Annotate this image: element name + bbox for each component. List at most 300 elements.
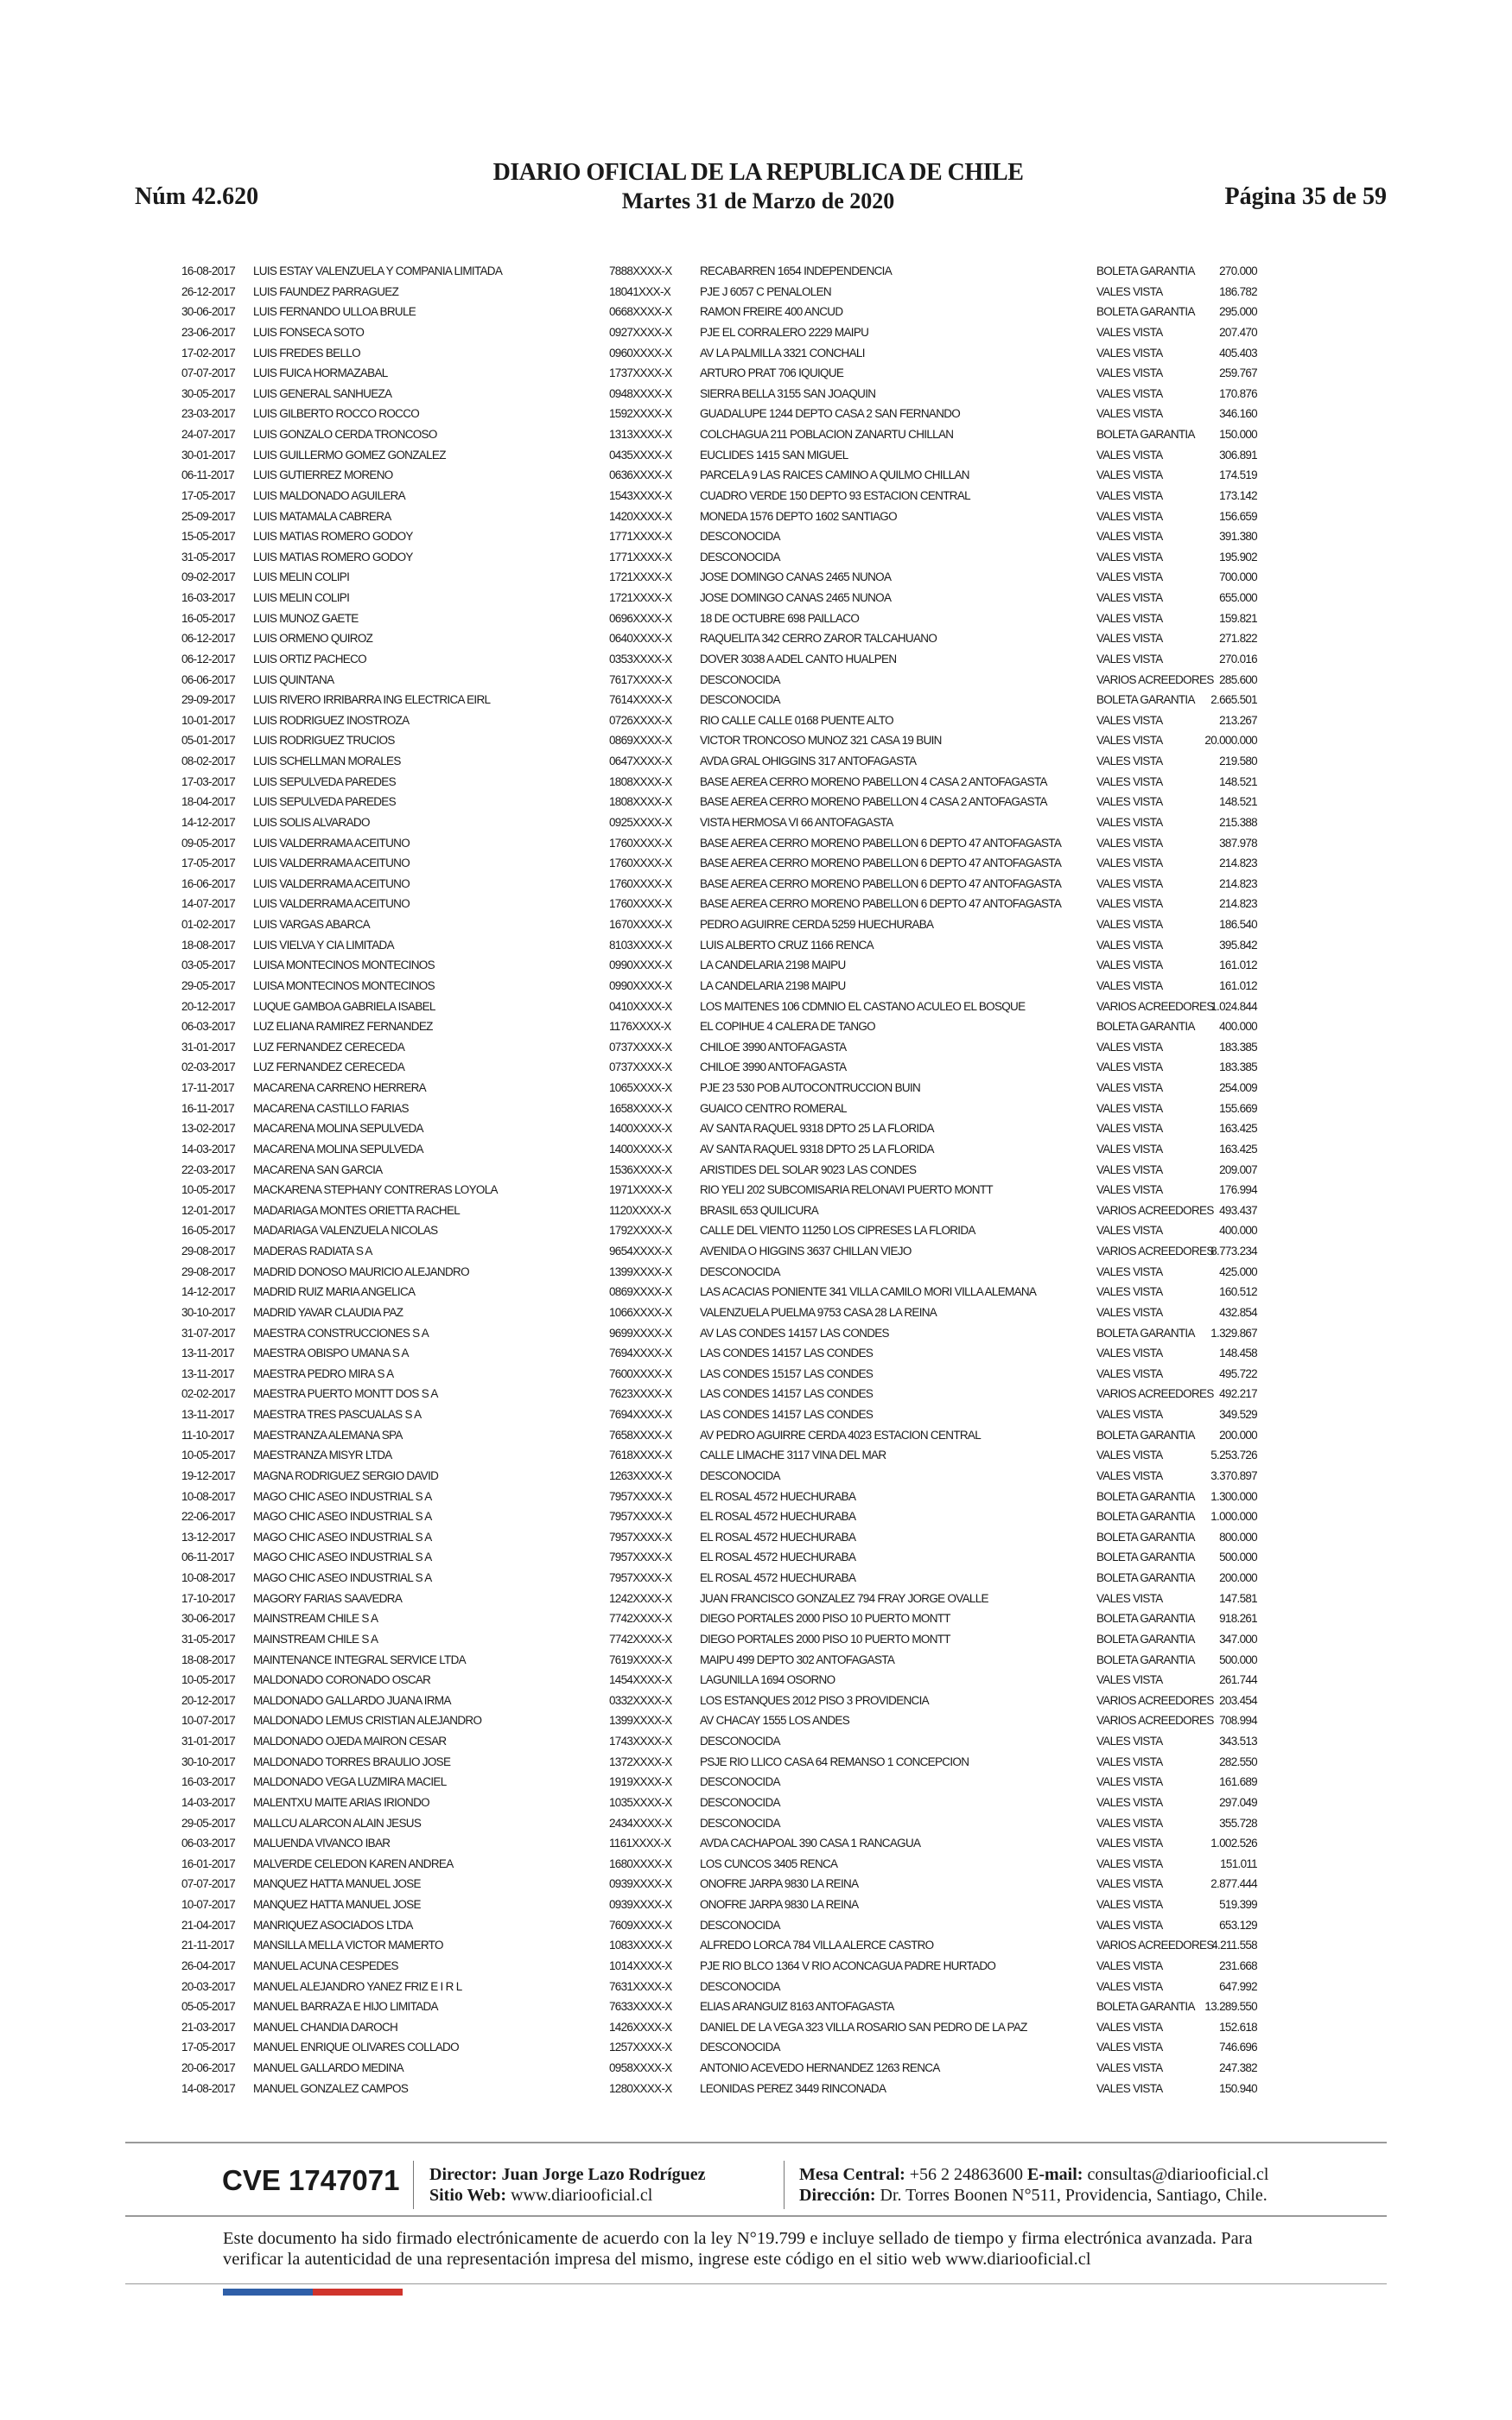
row-address: LEONIDAS PEREZ 3449 RINCONADA — [700, 2081, 886, 2095]
row-name: LUIS GUTIERREZ MORENO — [253, 468, 393, 482]
row-type: VALES VISTA — [1096, 897, 1163, 911]
row-date: 14-08-2017 — [181, 2081, 236, 2095]
row-date: 22-03-2017 — [181, 1162, 236, 1176]
table-row — [173, 1772, 1257, 1793]
row-date: 05-05-2017 — [181, 2000, 236, 2014]
row-address: GUAICO CENTRO ROMERAL — [700, 1101, 847, 1115]
row-date: 17-03-2017 — [181, 774, 236, 788]
row-address: DESCONOCIDA — [700, 693, 780, 707]
row-name: LUIS VALDERRAMA ACEITUNO — [253, 876, 410, 890]
row-date: 10-08-2017 — [181, 1571, 236, 1584]
row-rut: 7614XXXX-X — [609, 693, 672, 707]
row-name: LUIS SOLIS ALVARADO — [253, 815, 370, 829]
row-type: BOLETA GARANTIA — [1096, 1489, 1195, 1503]
row-name: LUIS RODRIGUEZ TRUCIOS — [253, 734, 395, 748]
table-row — [173, 1874, 1257, 1895]
row-rut: 1399XXXX-X — [609, 1264, 672, 1278]
row-name: LUIS MATIAS ROMERO GODOY — [253, 530, 413, 544]
cve-code: CVE 1747071 — [222, 2164, 400, 2196]
row-name: MALUENDA VIVANCO IBAR — [253, 1837, 391, 1850]
row-rut: 1420XXXX-X — [609, 509, 672, 523]
row-address: RIO CALLE CALLE 0168 PUENTE ALTO — [700, 713, 893, 727]
row-type: VALES VISTA — [1096, 1918, 1163, 1932]
row-type: BOLETA GARANTIA — [1096, 1326, 1195, 1340]
row-address: PEDRO AGUIRRE CERDA 5259 HUECHURABA — [700, 918, 934, 931]
row-rut: 1400XXXX-X — [609, 1142, 672, 1156]
row-name: MAESTRA PUERTO MONTT DOS S A — [253, 1387, 438, 1401]
row-name: LUIS ORTIZ PACHECO — [253, 652, 366, 666]
table-row — [173, 1302, 1257, 1323]
table-row — [173, 914, 1257, 935]
row-type: VALES VISTA — [1096, 2061, 1163, 2074]
row-date: 10-07-2017 — [181, 1898, 236, 1911]
row-name: LUIS FREDES BELLO — [253, 346, 360, 360]
row-address: LA CANDELARIA 2198 MAIPU — [700, 978, 846, 992]
row-amount: 387.978 — [1219, 836, 1257, 850]
row-type: VALES VISTA — [1096, 1408, 1163, 1421]
row-name: LUIS VALDERRAMA ACEITUNO — [253, 857, 410, 870]
row-address: ALFREDO LORCA 784 VILLA ALERCE CASTRO — [700, 1939, 934, 1952]
row-address: ONOFRE JARPA 9830 LA REINA — [700, 1898, 859, 1911]
row-address: EL ROSAL 4572 HUECHURABA — [700, 1510, 856, 1524]
row-name: MALDONADO CORONADO OSCAR — [253, 1673, 431, 1687]
row-type: VALES VISTA — [1096, 1060, 1163, 1074]
row-name: MAESTRA OBISPO UMANA S A — [253, 1347, 409, 1360]
row-rut: 1771XXXX-X — [609, 530, 672, 544]
row-name: LUIS GILBERTO ROCCO ROCCO — [253, 407, 420, 421]
row-rut: 1242XXXX-X — [609, 1591, 672, 1605]
site-label: Sitio Web: — [429, 2186, 507, 2205]
row-amount: 400.000 — [1219, 1224, 1257, 1238]
row-amount: 2.877.444 — [1210, 1877, 1257, 1891]
table-row — [173, 1466, 1257, 1487]
row-address: DESCONOCIDA — [700, 1264, 780, 1278]
row-type: VALES VISTA — [1096, 550, 1163, 564]
table-row — [173, 526, 1257, 547]
footer-divider-top — [125, 2142, 1387, 2143]
row-amount: 297.049 — [1219, 1795, 1257, 1809]
row-date: 16-03-2017 — [181, 1775, 236, 1789]
row-address: DESCONOCIDA — [700, 1775, 780, 1789]
row-amount: 405.403 — [1219, 346, 1257, 360]
footer-divider-bottom — [125, 2283, 1387, 2284]
table-row — [173, 1078, 1257, 1099]
row-type: VALES VISTA — [1096, 876, 1163, 890]
row-address: AVDA CACHAPOAL 390 CASA 1 RANCAGUA — [700, 1837, 921, 1850]
row-type: BOLETA GARANTIA — [1096, 1428, 1195, 1442]
row-rut: 1120XXXX-X — [609, 1203, 671, 1217]
row-date: 10-05-2017 — [181, 1449, 236, 1462]
row-amount: 495.722 — [1219, 1366, 1257, 1380]
row-rut: 0869XXXX-X — [609, 734, 672, 748]
table-row — [173, 424, 1257, 445]
row-amount: 147.581 — [1219, 1591, 1257, 1605]
row-address: VALENZUELA PUELMA 9753 CASA 28 LA REINA — [700, 1305, 937, 1319]
row-rut: 1372XXXX-X — [609, 1754, 672, 1768]
row-amount: 148.521 — [1219, 774, 1257, 788]
table-row — [173, 302, 1257, 322]
row-amount: 347.000 — [1219, 1632, 1257, 1646]
row-rut: 7742XXXX-X — [609, 1632, 672, 1646]
row-amount: 708.994 — [1219, 1714, 1257, 1728]
row-amount: 271.822 — [1219, 632, 1257, 646]
row-address: PJE RIO BLCO 1364 V RIO ACONCAGUA PADRE HURTADO — [700, 1958, 996, 1972]
row-date: 13-12-2017 — [181, 1530, 236, 1544]
row-type: VALES VISTA — [1096, 1305, 1163, 1319]
row-amount: 395.842 — [1219, 938, 1257, 952]
row-address: CALLE LIMACHE 3117 VINA DEL MAR — [700, 1449, 886, 1462]
row-date: 20-03-2017 — [181, 1979, 236, 1993]
row-name: MANRIQUEZ ASOCIADOS LTDA — [253, 1918, 413, 1932]
row-address: DESCONOCIDA — [700, 1979, 780, 1993]
row-address: LAS ACACIAS PONIENTE 341 VILLA CAMILO MORI VILLA ALEMANA — [700, 1285, 1037, 1299]
row-amount: 1.002.526 — [1210, 1837, 1257, 1850]
row-name: LUIS ESTAY VALENZUELA Y COMPANIA LIMITADA — [253, 264, 503, 277]
table-row — [173, 1364, 1257, 1385]
row-name: LUZ FERNANDEZ CERECEDA — [253, 1040, 405, 1054]
table-row — [173, 465, 1257, 486]
row-type: VALES VISTA — [1096, 591, 1163, 604]
row-type: VALES VISTA — [1096, 448, 1163, 462]
row-amount: 432.854 — [1219, 1305, 1257, 1319]
row-rut: 1543XXXX-X — [609, 488, 672, 502]
row-type: BOLETA GARANTIA — [1096, 693, 1195, 707]
address-text: Dr. Torres Boonen N°511, Providencia, Santiago, Chile. — [880, 2186, 1267, 2205]
row-address: EL ROSAL 4572 HUECHURABA — [700, 1551, 856, 1564]
row-date: 30-06-2017 — [181, 305, 236, 319]
row-name: LUIS VALDERRAMA ACEITUNO — [253, 897, 410, 911]
row-rut: 0668XXXX-X — [609, 305, 672, 319]
row-address: BASE AEREA CERRO MORENO PABELLON 6 DEPTO 47 ANTOFAGASTA — [700, 857, 1062, 870]
row-address: EL COPIHUE 4 CALERA DE TANGO — [700, 1020, 875, 1034]
page-header — [130, 159, 1387, 220]
row-date: 07-07-2017 — [181, 1877, 236, 1891]
row-type: VALES VISTA — [1096, 284, 1163, 298]
row-date: 20-12-2017 — [181, 1693, 236, 1707]
email-link[interactable]: consultas@diariooficial.cl — [1087, 2165, 1269, 2184]
row-name: MANUEL CHANDIA DAROCH — [253, 2020, 398, 2034]
table-row — [173, 690, 1257, 710]
row-rut: 1971XXXX-X — [609, 1183, 672, 1197]
row-address: ARISTIDES DEL SOLAR 9023 LAS CONDES — [700, 1162, 917, 1176]
row-date: 29-08-2017 — [181, 1264, 236, 1278]
row-rut: 0960XXXX-X — [609, 346, 672, 360]
table-row — [173, 1608, 1257, 1629]
row-date: 26-12-2017 — [181, 284, 236, 298]
table-row — [173, 1589, 1257, 1609]
row-name: MALVERDE CELEDON KAREN ANDREA — [253, 1856, 454, 1870]
row-rut: 7617XXXX-X — [609, 672, 672, 686]
row-amount: 148.458 — [1219, 1347, 1257, 1360]
row-amount: 254.009 — [1219, 1081, 1257, 1094]
row-address: LA CANDELARIA 2198 MAIPU — [700, 958, 846, 972]
table-row — [173, 710, 1257, 731]
row-amount: 160.512 — [1219, 1285, 1257, 1299]
table-row — [173, 874, 1257, 895]
row-address: LAS CONDES 14157 LAS CONDES — [700, 1408, 874, 1421]
table-row — [173, 1793, 1257, 1813]
row-name: MANUEL ALEJANDRO YANEZ FRIZ E I R L — [253, 1979, 462, 1993]
table-row — [173, 833, 1257, 854]
row-date: 17-05-2017 — [181, 488, 236, 502]
row-address: JUAN FRANCISCO GONZALEZ 794 FRAY JORGE OVALLE — [700, 1591, 988, 1605]
row-date: 14-07-2017 — [181, 897, 236, 911]
row-address: EL ROSAL 4572 HUECHURABA — [700, 1571, 856, 1584]
row-rut: 7694XXXX-X — [609, 1408, 672, 1421]
table-row — [173, 1710, 1257, 1731]
table-row — [173, 2017, 1257, 2038]
row-amount: 152.618 — [1219, 2020, 1257, 2034]
row-name: LUIS VALDERRAMA ACEITUNO — [253, 836, 410, 850]
row-amount: 425.000 — [1219, 1264, 1257, 1278]
row-rut: 1161XXXX-X — [609, 1837, 671, 1850]
row-address: 18 DE OCTUBRE 698 PAILLACO — [700, 611, 860, 625]
row-name: MANSILLA MELLA VICTOR MAMERTO — [253, 1939, 443, 1952]
flag-blue-segment — [223, 2289, 313, 2296]
row-rut: 1263XXXX-X — [609, 1468, 672, 1482]
row-name: MANUEL ENRIQUE OLIVARES COLLADO — [253, 2041, 459, 2054]
row-rut: 0647XXXX-X — [609, 755, 672, 767]
row-rut: 0737XXXX-X — [609, 1060, 672, 1074]
table-row — [173, 649, 1257, 670]
row-name: LUIS MELIN COLIPI — [253, 591, 350, 604]
row-amount: 150.940 — [1219, 2081, 1257, 2095]
row-date: 05-01-2017 — [181, 734, 236, 748]
row-type: VALES VISTA — [1096, 1898, 1163, 1911]
row-date: 17-11-2017 — [181, 1081, 235, 1094]
row-name: MACARENA SAN GARCIA — [253, 1162, 383, 1176]
table-row — [173, 955, 1257, 976]
row-date: 25-09-2017 — [181, 509, 236, 523]
table-row — [173, 1343, 1257, 1364]
row-date: 10-05-2017 — [181, 1183, 236, 1197]
row-name: MALDONADO LEMUS CRISTIAN ALEJANDRO — [253, 1714, 482, 1728]
row-name: MALLCU ALARCON ALAIN JESUS — [253, 1816, 422, 1830]
row-type: VALES VISTA — [1096, 918, 1163, 931]
row-name: LUIS RODRIGUEZ INOSTROZA — [253, 713, 410, 727]
row-name: LUIS ORMENO QUIROZ — [253, 632, 373, 646]
table-row — [173, 588, 1257, 608]
row-date: 09-05-2017 — [181, 836, 236, 850]
signature-disclaimer: Este documento ha sido firmado electrónicamente de acuerdo con la ley N°19.799 e incluye sellado de tiempo y firma electrónica avanzada. Para verificar la autenticidad de una representación impresa del mismo, ingrese este código en el sitio web www.diariooficial.cl — [223, 2229, 1253, 2269]
row-amount: 355.728 — [1219, 1816, 1257, 1830]
row-date: 20-06-2017 — [181, 2061, 236, 2074]
row-address: ELIAS ARANGUIZ 8163 ANTOFAGASTA — [700, 2000, 894, 2014]
page-number: Página 35 de 59 — [1224, 183, 1387, 210]
row-type: VALES VISTA — [1096, 1468, 1163, 1482]
row-type: VALES VISTA — [1096, 978, 1163, 992]
table-row — [173, 1099, 1257, 1119]
row-type: VALES VISTA — [1096, 346, 1163, 360]
row-address: AV CHACAY 1555 LOS ANDES — [700, 1714, 850, 1728]
row-date: 16-03-2017 — [181, 591, 236, 604]
row-rut: 1743XXXX-X — [609, 1735, 672, 1748]
row-rut: 9699XXXX-X — [609, 1326, 672, 1340]
row-date: 21-04-2017 — [181, 1918, 236, 1932]
row-type: BOLETA GARANTIA — [1096, 1020, 1195, 1034]
row-address: AVDA GRAL OHIGGINS 317 ANTOFAGASTA — [700, 755, 917, 767]
row-rut: 1176XXXX-X — [609, 1020, 671, 1034]
row-type: VARIOS ACREEDORES — [1096, 1203, 1214, 1217]
row-amount: 400.000 — [1219, 1020, 1257, 1034]
row-rut: 1760XXXX-X — [609, 857, 672, 870]
row-name: LUIS SCHELLMAN MORALES — [253, 755, 401, 767]
table-row — [173, 506, 1257, 527]
row-address: DESCONOCIDA — [700, 1795, 780, 1809]
row-address: AVENIDA O HIGGINS 3637 CHILLAN VIEJO — [700, 1245, 912, 1258]
row-date: 30-10-2017 — [181, 1754, 236, 1768]
row-address: DESCONOCIDA — [700, 1918, 780, 1932]
row-rut: 0939XXXX-X — [609, 1877, 672, 1891]
table-row — [173, 935, 1257, 956]
row-name: LUIS MELIN COLIPI — [253, 570, 350, 584]
publication-title: DIARIO OFICIAL DE LA REPUBLICA DE CHILE — [492, 159, 1024, 186]
row-address: EUCLIDES 1415 SAN MIGUEL — [700, 448, 848, 462]
row-type: VALES VISTA — [1096, 734, 1163, 748]
row-name: MAGORY FARIAS SAAVEDRA — [253, 1591, 403, 1605]
row-rut: 7633XXXX-X — [609, 2000, 672, 2014]
row-type: VALES VISTA — [1096, 1366, 1163, 1380]
row-name: LUZ ELIANA RAMIREZ FERNANDEZ — [253, 1020, 433, 1034]
row-rut: 8103XXXX-X — [609, 938, 672, 952]
row-type: VALES VISTA — [1096, 1958, 1163, 1972]
row-name: LUIS SEPULVEDA PAREDES — [253, 795, 396, 809]
row-name: MAGO CHIC ASEO INDUSTRIAL S A — [253, 1510, 432, 1524]
row-date: 30-10-2017 — [181, 1305, 236, 1319]
row-rut: 7619XXXX-X — [609, 1653, 672, 1666]
row-amount: 195.902 — [1219, 550, 1257, 564]
row-type: VARIOS ACREEDORES — [1096, 999, 1214, 1013]
row-name: MANUEL GONZALEZ CAMPOS — [253, 2081, 409, 2095]
row-rut: 1737XXXX-X — [609, 366, 672, 380]
row-name: LUIS MATIAS ROMERO GODOY — [253, 550, 413, 564]
table-row — [173, 1731, 1257, 1752]
table-row — [173, 608, 1257, 629]
table-row — [173, 730, 1257, 751]
row-rut: 1760XXXX-X — [609, 876, 672, 890]
row-type: VALES VISTA — [1096, 366, 1163, 380]
row-address: PSJE RIO LLICO CASA 64 REMANSO 1 CONCEPCION — [700, 1754, 969, 1768]
row-type: VALES VISTA — [1096, 632, 1163, 646]
row-date: 31-01-2017 — [181, 1735, 236, 1748]
row-date: 10-05-2017 — [181, 1673, 236, 1687]
row-name: MAINSTREAM CHILE S A — [253, 1612, 378, 1626]
row-address: RECABARREN 1654 INDEPENDENCIA — [700, 264, 893, 277]
row-date: 16-05-2017 — [181, 1224, 236, 1238]
row-date: 08-02-2017 — [181, 755, 236, 767]
row-rut: 0640XXXX-X — [609, 632, 672, 646]
row-rut: 1066XXXX-X — [609, 1305, 672, 1319]
row-name: MAESTRA PEDRO MIRA S A — [253, 1366, 394, 1380]
row-date: 18-08-2017 — [181, 1653, 236, 1666]
row-name: MACARENA MOLINA SEPULVEDA — [253, 1122, 423, 1136]
row-date: 13-11-2017 — [181, 1366, 235, 1380]
row-date: 11-10-2017 — [181, 1428, 235, 1442]
row-rut: 1592XXXX-X — [609, 407, 672, 421]
row-name: LUIS GENERAL SANHUEZA — [253, 386, 392, 400]
row-amount: 183.385 — [1219, 1060, 1257, 1074]
row-address: MONEDA 1576 DEPTO 1602 SANTIAGO — [700, 509, 897, 523]
row-rut: 7888XXXX-X — [609, 264, 672, 277]
row-amount: 200.000 — [1219, 1428, 1257, 1442]
row-amount: 156.659 — [1219, 509, 1257, 523]
row-type: VALES VISTA — [1096, 938, 1163, 952]
table-row — [173, 2079, 1257, 2099]
table-row — [173, 1057, 1257, 1078]
row-date: 31-07-2017 — [181, 1326, 236, 1340]
row-amount: 653.129 — [1219, 1918, 1257, 1932]
row-address: PARCELA 9 LAS RAICES CAMINO A QUILMO CHILLAN — [700, 468, 969, 482]
row-date: 16-08-2017 — [181, 264, 236, 277]
row-amount: 2.665.501 — [1210, 693, 1257, 707]
table-row — [173, 1220, 1257, 1241]
row-amount: 183.385 — [1219, 1040, 1257, 1054]
row-rut: 7957XXXX-X — [609, 1530, 672, 1544]
row-date: 23-03-2017 — [181, 407, 236, 421]
row-rut: 0737XXXX-X — [609, 1040, 672, 1054]
row-name: MANUEL GALLARDO MEDINA — [253, 2061, 403, 2074]
table-row — [173, 1384, 1257, 1404]
table-row — [173, 628, 1257, 649]
row-type: VALES VISTA — [1096, 1449, 1163, 1462]
row-amount: 161.012 — [1219, 978, 1257, 992]
row-amount: 20.000.000 — [1204, 734, 1257, 748]
row-amount: 918.261 — [1219, 1612, 1257, 1626]
row-address: EL ROSAL 4572 HUECHURABA — [700, 1489, 856, 1503]
site-link[interactable]: www.diariooficial.cl — [511, 2186, 653, 2205]
row-amount: 1.329.867 — [1210, 1326, 1257, 1340]
row-rut: 7618XXXX-X — [609, 1449, 672, 1462]
row-rut: 18041XXX-X — [609, 284, 671, 298]
row-rut: 7742XXXX-X — [609, 1612, 672, 1626]
row-address: GUADALUPE 1244 DEPTO CASA 2 SAN FERNANDO — [700, 407, 961, 421]
row-amount: 492.217 — [1219, 1387, 1257, 1401]
row-type: VALES VISTA — [1096, 1979, 1163, 1993]
row-type: VALES VISTA — [1096, 774, 1163, 788]
table-row — [173, 751, 1257, 772]
row-amount: 343.513 — [1219, 1735, 1257, 1748]
row-rut: 1670XXXX-X — [609, 918, 672, 931]
row-address: ONOFRE JARPA 9830 LA REINA — [700, 1877, 859, 1891]
row-type: BOLETA GARANTIA — [1096, 305, 1195, 319]
row-name: MADRID YAVAR CLAUDIA PAZ — [253, 1305, 403, 1319]
row-date: 06-03-2017 — [181, 1020, 236, 1034]
row-date: 02-03-2017 — [181, 1060, 236, 1074]
row-address: DESCONOCIDA — [700, 1735, 780, 1748]
row-rut: 7694XXXX-X — [609, 1347, 672, 1360]
row-date: 30-05-2017 — [181, 386, 236, 400]
row-name: LUIS MUNOZ GAETE — [253, 611, 359, 625]
row-rut: 7957XXXX-X — [609, 1571, 672, 1584]
row-type: VARIOS ACREEDORES — [1096, 1693, 1214, 1707]
row-name: MAINSTREAM CHILE S A — [253, 1632, 378, 1646]
row-type: VALES VISTA — [1096, 386, 1163, 400]
row-date: 01-02-2017 — [181, 918, 236, 931]
table-row — [173, 976, 1257, 997]
row-date: 03-05-2017 — [181, 958, 236, 972]
row-rut: 1399XXXX-X — [609, 1714, 672, 1728]
table-row — [173, 1956, 1257, 1977]
row-type: VALES VISTA — [1096, 1877, 1163, 1891]
row-rut: 0353XXXX-X — [609, 652, 672, 666]
row-type: VALES VISTA — [1096, 1591, 1163, 1605]
row-amount: 391.380 — [1219, 530, 1257, 544]
row-amount: 5.253.726 — [1210, 1449, 1257, 1462]
row-rut: 1426XXXX-X — [609, 2020, 672, 2034]
row-amount: 170.876 — [1219, 386, 1257, 400]
table-row — [173, 2058, 1257, 2079]
row-rut: 1808XXXX-X — [609, 795, 672, 809]
